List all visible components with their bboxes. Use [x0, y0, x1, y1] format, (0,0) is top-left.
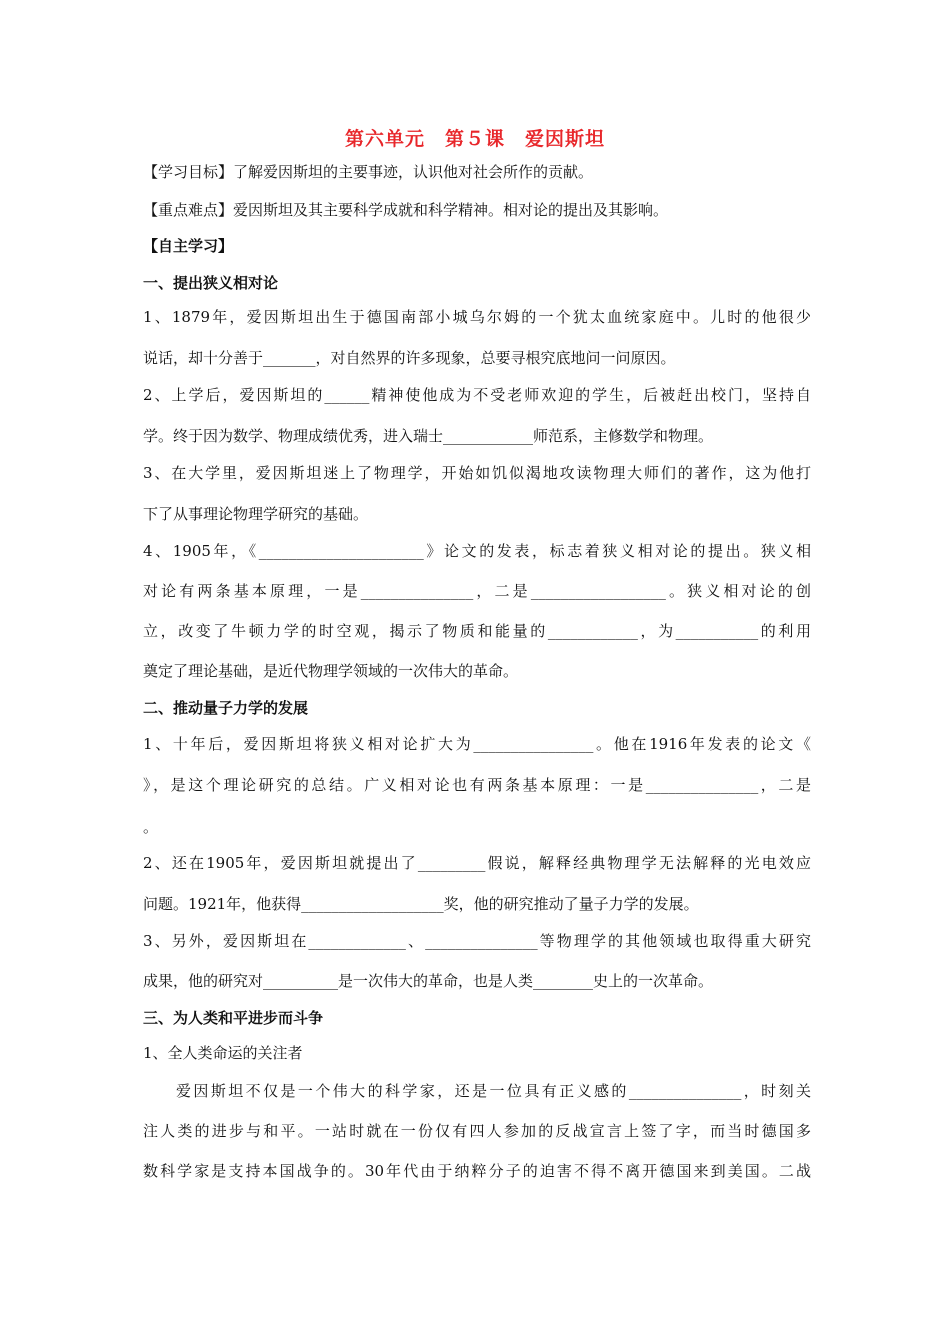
- s1-item3-line2: 下了从事理论物理学研究的基础。: [143, 505, 369, 523]
- page-title: 第六单元 第５课 爱因斯坦: [344, 128, 605, 150]
- s2-item3-line1: 3、另外，爱因斯坦在_____________、_______________等物理学的其他领域也取得重大研究: [143, 932, 811, 950]
- s2-item1-line2: 》，是这个理论研究的总结。广义相对论也有两条基本原理：一是_______________，二是: [143, 776, 811, 794]
- s1-item4-line1: 4、1905年，《______________________》论文的发表，标志着狭义相对论的提出。狭义相: [143, 542, 811, 560]
- s1-item2-line2: 学。终于因为数学、物理成绩优秀，进入瑞士____________师范系，主修数学和物理。: [143, 427, 714, 445]
- s2-item2-line2: 问题。1921年，他获得___________________奖，他的研究推动了量子力学的发展。: [143, 895, 699, 913]
- s1-item1-line1: 1、1879年，爱因斯坦出生于德国南部小城乌尔姆的一个犹太血统家庭中。儿时的他很少: [143, 308, 811, 326]
- key-points: 【重点难点】爱因斯坦及其主要科学成就和科学精神。相对论的提出及其影响。: [143, 201, 669, 219]
- s3-para-line3: 数科学家是支持本国战争的。30年代由于纳粹分子的迫害不得不离开德国来到美国。二战: [143, 1162, 811, 1180]
- learning-objective: 【学习目标】了解爱因斯坦的主要事迹，认识他对社会所作的贡献。: [143, 163, 594, 181]
- s3-para-line2: 注人类的进步与和平。一站时就在一份仅有四人参加的反战宣言上签了字，而当时德国多: [143, 1122, 811, 1140]
- s3-subheading-1: 1、全人类命运的关注者: [143, 1044, 303, 1062]
- s1-item3-line1: 3、在大学里，爱因斯坦迷上了物理学，开始如饥似渴地攻读物理大师们的著作，这为他打: [143, 464, 811, 482]
- s1-item2-line1: 2、上学后，爱因斯坦的______精神使他成为不受老师欢迎的学生，后被赶出校门，坚持自: [143, 386, 811, 404]
- s1-item1-line2: 说话，却十分善于_______，对自然界的许多现象，总要寻根究底地问一问原因。: [143, 349, 676, 367]
- self-study-heading: 【自主学习】: [143, 237, 234, 255]
- s3-para-line1: 爱因斯坦不仅是一个伟大的科学家，还是一位具有正义感的_______________，时刻关: [176, 1082, 811, 1100]
- section-1-heading: 一、提出狭义相对论: [143, 274, 279, 292]
- section-2-heading: 二、推动量子力学的发展: [143, 699, 309, 717]
- s2-item1-line1: 1、十年后，爱因斯坦将狭义相对论扩大为________________。他在1916年发表的论文《: [143, 735, 811, 753]
- s1-item4-line3: 立，改变了牛顿力学的时空观，揭示了物质和能量的____________，为___________的利用: [143, 622, 811, 640]
- s1-item4-line4: 奠定了理论基础，是近代物理学领域的一次伟大的革命。: [143, 662, 519, 680]
- s2-item1-line3: 。: [143, 818, 159, 836]
- s1-item4-line2: 对论有两条基本原理，一是_______________，二是__________________。狭义相对论的创: [143, 582, 811, 600]
- s2-item2-line1: 2、还在1905年，爱因斯坦就提出了_________假说，解释经典物理学无法解释的光电效应: [143, 854, 811, 872]
- s2-item3-line2: 成果，他的研究对__________是一次伟大的革命，也是人类________史上的一次革命。: [143, 972, 714, 990]
- section-3-heading: 三、为人类和平进步而斗争: [143, 1009, 324, 1027]
